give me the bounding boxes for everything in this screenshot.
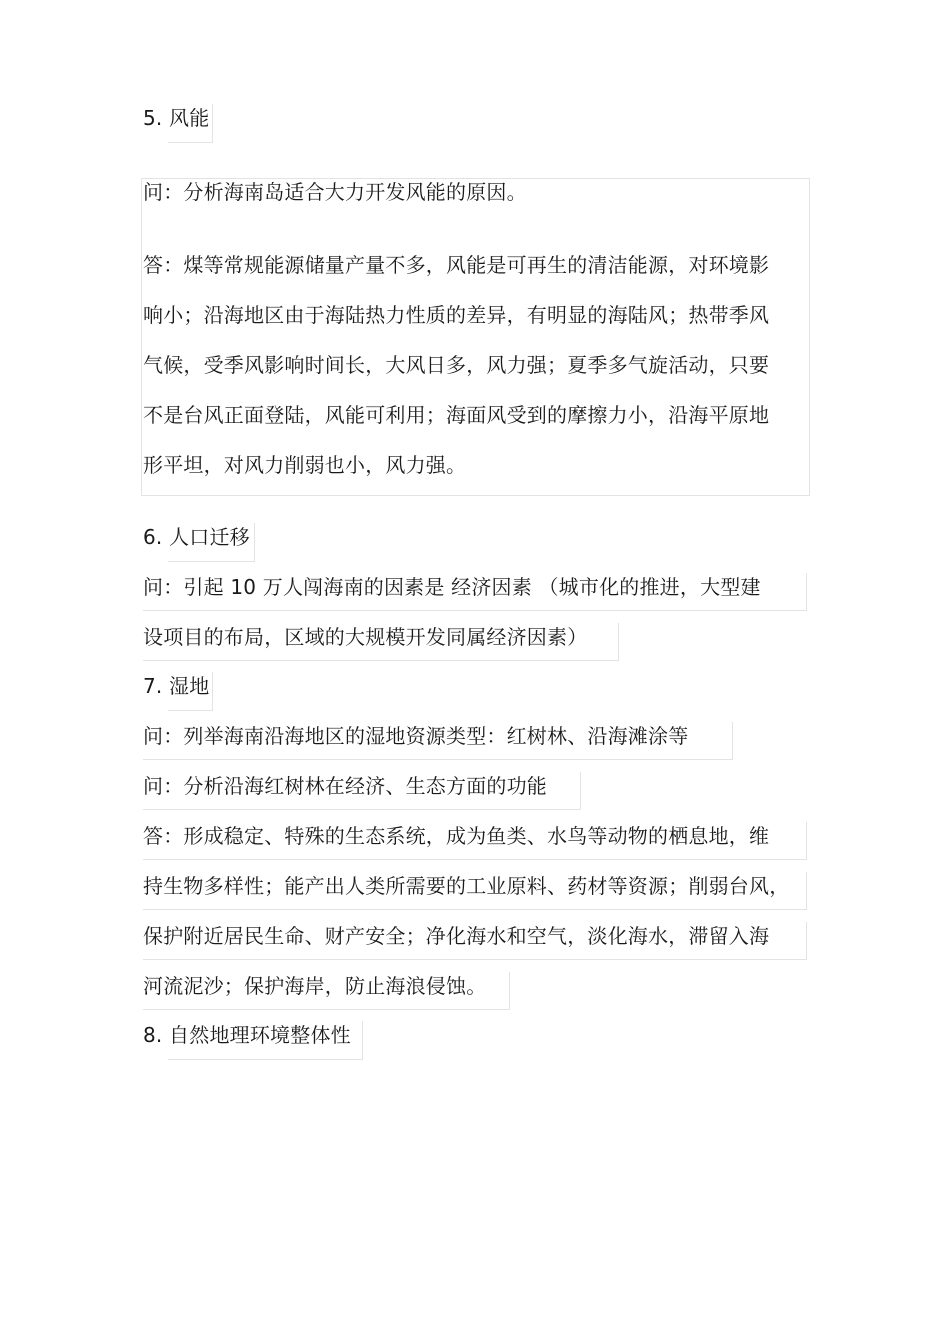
answer-frame bbox=[141, 178, 810, 496]
answer-line: 保护附近居民生命、财产安全；净化海水和空气，淡化海水，滞留入海 bbox=[143, 924, 770, 948]
section-heading-wind-energy: 5. 风能 bbox=[143, 106, 210, 130]
section-heading-population-migration: 6. 人口迁移 bbox=[143, 525, 250, 549]
question-line: 问：分析海南岛适合大力开发风能的原因。 bbox=[143, 180, 527, 204]
question-line: 设项目的布局，区域的大规模开发同属经济因素） bbox=[143, 625, 588, 649]
answer-line: 不是台风正面登陆，风能可利用；海面风受到的摩擦力小，沿海平原地 bbox=[143, 403, 770, 427]
question-line: 问：列举海南沿海地区的湿地资源类型：红树林、沿海滩涂等 bbox=[143, 724, 689, 748]
answer-line: 响小；沿海地区由于海陆热力性质的差异，有明显的海陆风；热带季风 bbox=[143, 303, 770, 327]
answer-line: 答：形成稳定、特殊的生态系统，成为鱼类、水鸟等动物的栖息地，维 bbox=[143, 824, 770, 848]
answer-line: 持生物多样性；能产出人类所需要的工业原料、药材等资源；削弱台风， bbox=[143, 874, 790, 898]
section-heading-wetland: 7. 湿地 bbox=[143, 674, 210, 698]
answer-line: 答：煤等常规能源储量产量不多，风能是可再生的清洁能源，对环境影 bbox=[143, 253, 770, 277]
question-line: 问：引起 10 万人闯海南的因素是 经济因素 （城市化的推进，大型建 bbox=[143, 575, 761, 599]
answer-line: 河流泥沙；保护海岸，防止海浪侵蚀。 bbox=[143, 974, 487, 998]
question-line: 问：分析沿海红树林在经济、生态方面的功能 bbox=[143, 774, 547, 798]
answer-line: 形平坦，对风力削弱也小，风力强。 bbox=[143, 453, 467, 477]
section-heading-geographic-integrity: 8. 自然地理环境整体性 bbox=[143, 1023, 351, 1047]
answer-line: 气候，受季风影响时间长，大风日多，风力强；夏季多气旋活动，只要 bbox=[143, 353, 770, 377]
